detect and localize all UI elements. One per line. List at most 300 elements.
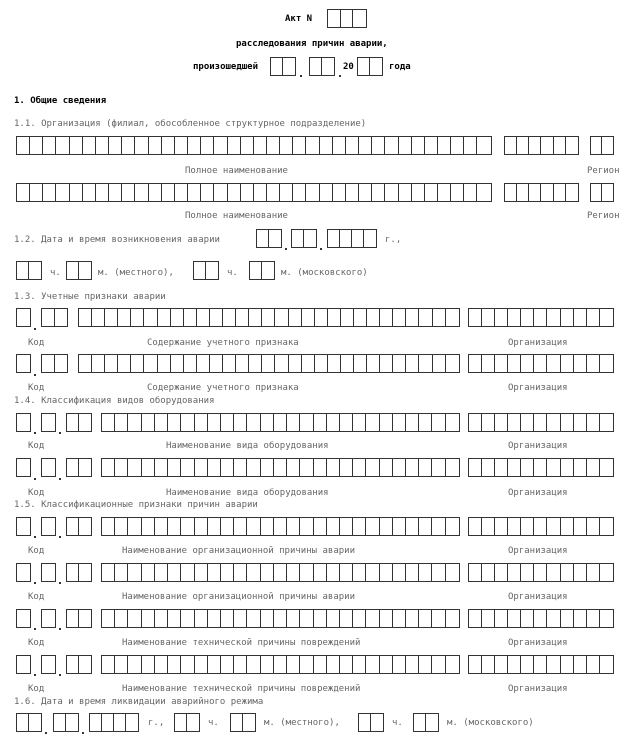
input-cell[interactable] xyxy=(359,137,372,154)
input-cell[interactable] xyxy=(591,137,602,154)
input-cell[interactable] xyxy=(438,184,451,201)
input-cell[interactable] xyxy=(234,564,247,581)
input-cell[interactable] xyxy=(17,309,30,326)
input-cell[interactable] xyxy=(223,309,236,326)
input-cell[interactable] xyxy=(67,564,79,581)
input-cell[interactable] xyxy=(115,518,128,535)
input-cell[interactable] xyxy=(214,137,227,154)
input-cell[interactable] xyxy=(67,414,79,431)
input-cell[interactable] xyxy=(208,459,221,476)
input-cell[interactable] xyxy=(184,309,197,326)
input-cell[interactable] xyxy=(419,414,432,431)
input-cell[interactable] xyxy=(115,610,128,627)
input-cell[interactable] xyxy=(495,564,508,581)
input-cell[interactable] xyxy=(574,414,587,431)
input-cell[interactable] xyxy=(495,459,508,476)
input-cell[interactable] xyxy=(495,309,508,326)
input-cell[interactable] xyxy=(29,262,41,279)
input-cell[interactable] xyxy=(90,714,102,731)
input-cell[interactable] xyxy=(210,309,223,326)
input-cell[interactable] xyxy=(600,414,613,431)
input-cell[interactable] xyxy=(17,137,30,154)
input-cell[interactable] xyxy=(406,564,419,581)
equip-code-a-2[interactable] xyxy=(16,458,31,477)
input-cell[interactable] xyxy=(287,564,300,581)
cause-name-field-2[interactable] xyxy=(101,563,460,582)
input-cell[interactable] xyxy=(274,610,287,627)
cause-org-field-2[interactable] xyxy=(468,563,614,582)
input-cell[interactable] xyxy=(393,459,406,476)
input-cell[interactable] xyxy=(433,355,446,372)
input-cell[interactable] xyxy=(247,564,260,581)
input-cell[interactable] xyxy=(446,656,459,673)
input-cell[interactable] xyxy=(102,564,115,581)
input-cell[interactable] xyxy=(67,656,79,673)
account-content-field-2[interactable] xyxy=(78,354,460,373)
input-cell[interactable] xyxy=(561,564,574,581)
input-cell[interactable] xyxy=(482,414,495,431)
input-cell[interactable] xyxy=(79,459,91,476)
input-cell[interactable] xyxy=(508,355,521,372)
input-cell[interactable] xyxy=(267,184,280,201)
input-cell[interactable] xyxy=(300,610,313,627)
input-cell[interactable] xyxy=(393,355,406,372)
input-cell[interactable] xyxy=(175,714,187,731)
input-cell[interactable] xyxy=(115,564,128,581)
input-cell[interactable] xyxy=(128,459,141,476)
input-cell[interactable] xyxy=(208,610,221,627)
input-cell[interactable] xyxy=(521,518,534,535)
org-full-name-field-2[interactable] xyxy=(16,183,492,202)
input-cell[interactable] xyxy=(600,355,613,372)
input-cell[interactable] xyxy=(17,355,30,372)
equip-org-field-2[interactable] xyxy=(468,458,614,477)
input-cell[interactable] xyxy=(412,137,425,154)
input-cell[interactable] xyxy=(210,355,223,372)
input-cell[interactable] xyxy=(29,714,41,731)
cause-code-b-2[interactable] xyxy=(41,563,56,582)
cause-code-b-1[interactable] xyxy=(41,517,56,536)
input-cell[interactable] xyxy=(70,137,83,154)
input-cell[interactable] xyxy=(547,414,560,431)
input-cell[interactable] xyxy=(393,518,406,535)
input-cell[interactable] xyxy=(208,656,221,673)
input-cell[interactable] xyxy=(406,656,419,673)
input-cell[interactable] xyxy=(55,309,68,326)
input-cell[interactable] xyxy=(419,518,432,535)
input-cell[interactable] xyxy=(262,309,275,326)
input-cell[interactable] xyxy=(477,184,490,201)
input-cell[interactable] xyxy=(587,309,600,326)
input-cell[interactable] xyxy=(508,610,521,627)
input-cell[interactable] xyxy=(464,184,477,201)
input-cell[interactable] xyxy=(175,184,188,201)
input-cell[interactable] xyxy=(446,459,459,476)
input-cell[interactable] xyxy=(17,518,30,535)
input-cell[interactable] xyxy=(283,58,295,75)
input-cell[interactable] xyxy=(340,610,353,627)
input-cell[interactable] xyxy=(56,137,69,154)
end-hour-moscow-field[interactable] xyxy=(358,713,384,732)
input-cell[interactable] xyxy=(228,137,241,154)
input-cell[interactable] xyxy=(115,459,128,476)
input-cell[interactable] xyxy=(102,656,115,673)
input-cell[interactable] xyxy=(287,656,300,673)
input-cell[interactable] xyxy=(249,309,262,326)
input-cell[interactable] xyxy=(327,656,340,673)
input-cell[interactable] xyxy=(380,355,393,372)
input-cell[interactable] xyxy=(469,564,482,581)
input-cell[interactable] xyxy=(262,262,274,279)
input-cell[interactable] xyxy=(322,58,334,75)
input-cell[interactable] xyxy=(114,714,126,731)
input-cell[interactable] xyxy=(600,459,613,476)
input-cell[interactable] xyxy=(446,309,459,326)
input-cell[interactable] xyxy=(142,459,155,476)
input-cell[interactable] xyxy=(142,414,155,431)
input-cell[interactable] xyxy=(247,459,260,476)
cause-code-a-1[interactable] xyxy=(16,517,31,536)
account-org-field-2[interactable] xyxy=(468,354,614,373)
input-cell[interactable] xyxy=(328,10,341,27)
cause-code-c-2[interactable] xyxy=(66,563,92,582)
input-cell[interactable] xyxy=(574,518,587,535)
input-cell[interactable] xyxy=(432,656,445,673)
input-cell[interactable] xyxy=(247,414,260,431)
input-cell[interactable] xyxy=(30,137,43,154)
input-cell[interactable] xyxy=(521,309,534,326)
input-cell[interactable] xyxy=(261,414,274,431)
cause-code-c-3[interactable] xyxy=(66,609,92,628)
input-cell[interactable] xyxy=(353,10,366,27)
input-cell[interactable] xyxy=(206,262,218,279)
input-cell[interactable] xyxy=(122,184,135,201)
input-cell[interactable] xyxy=(446,518,459,535)
input-cell[interactable] xyxy=(320,184,333,201)
input-cell[interactable] xyxy=(197,309,210,326)
input-cell[interactable] xyxy=(547,610,560,627)
input-cell[interactable] xyxy=(289,309,302,326)
input-cell[interactable] xyxy=(92,309,105,326)
equip-org-field-1[interactable] xyxy=(468,413,614,432)
input-cell[interactable] xyxy=(587,459,600,476)
input-cell[interactable] xyxy=(315,355,328,372)
equip-code-c-2[interactable] xyxy=(66,458,92,477)
input-cell[interactable] xyxy=(30,184,43,201)
input-cell[interactable] xyxy=(600,309,613,326)
input-cell[interactable] xyxy=(102,714,114,731)
input-cell[interactable] xyxy=(320,137,333,154)
input-cell[interactable] xyxy=(521,459,534,476)
input-cell[interactable] xyxy=(380,564,393,581)
input-cell[interactable] xyxy=(314,459,327,476)
region-field-2[interactable] xyxy=(590,183,614,202)
input-cell[interactable] xyxy=(231,714,243,731)
input-cell[interactable] xyxy=(17,564,30,581)
input-cell[interactable] xyxy=(96,137,109,154)
input-cell[interactable] xyxy=(534,459,547,476)
input-cell[interactable] xyxy=(541,137,553,154)
input-cell[interactable] xyxy=(554,137,566,154)
input-cell[interactable] xyxy=(547,459,560,476)
input-cell[interactable] xyxy=(482,518,495,535)
input-cell[interactable] xyxy=(67,610,79,627)
input-cell[interactable] xyxy=(292,230,304,247)
end-hour-local-field[interactable] xyxy=(174,713,200,732)
input-cell[interactable] xyxy=(600,564,613,581)
cause-name-field-3[interactable] xyxy=(101,609,460,628)
input-cell[interactable] xyxy=(425,137,438,154)
account-code-a-1[interactable] xyxy=(16,308,31,327)
input-cell[interactable] xyxy=(566,184,578,201)
input-cell[interactable] xyxy=(168,518,181,535)
input-cell[interactable] xyxy=(221,414,234,431)
start-hour-moscow-field[interactable] xyxy=(193,261,219,280)
input-cell[interactable] xyxy=(482,309,495,326)
input-cell[interactable] xyxy=(393,610,406,627)
input-cell[interactable] xyxy=(79,610,91,627)
input-cell[interactable] xyxy=(406,414,419,431)
input-cell[interactable] xyxy=(508,518,521,535)
input-cell[interactable] xyxy=(155,518,168,535)
input-cell[interactable] xyxy=(181,459,194,476)
input-cell[interactable] xyxy=(547,355,560,372)
input-cell[interactable] xyxy=(195,414,208,431)
input-cell[interactable] xyxy=(482,656,495,673)
input-cell[interactable] xyxy=(79,414,91,431)
input-cell[interactable] xyxy=(508,656,521,673)
input-cell[interactable] xyxy=(482,355,495,372)
input-cell[interactable] xyxy=(79,518,91,535)
input-cell[interactable] xyxy=(354,309,367,326)
input-cell[interactable] xyxy=(158,309,171,326)
input-cell[interactable] xyxy=(221,564,234,581)
input-cell[interactable] xyxy=(115,656,128,673)
input-cell[interactable] xyxy=(438,137,451,154)
input-cell[interactable] xyxy=(340,414,353,431)
input-cell[interactable] xyxy=(393,656,406,673)
input-cell[interactable] xyxy=(249,355,262,372)
input-cell[interactable] xyxy=(495,656,508,673)
input-cell[interactable] xyxy=(419,564,432,581)
input-cell[interactable] xyxy=(495,518,508,535)
input-cell[interactable] xyxy=(171,309,184,326)
equip-code-b-2[interactable] xyxy=(41,458,56,477)
input-cell[interactable] xyxy=(43,137,56,154)
input-cell[interactable] xyxy=(346,137,359,154)
input-cell[interactable] xyxy=(188,184,201,201)
input-cell[interactable] xyxy=(419,459,432,476)
input-cell[interactable] xyxy=(508,459,521,476)
input-cell[interactable] xyxy=(353,610,366,627)
input-cell[interactable] xyxy=(257,230,269,247)
input-cell[interactable] xyxy=(234,656,247,673)
cause-code-a-4[interactable] xyxy=(16,655,31,674)
input-cell[interactable] xyxy=(359,714,371,731)
input-cell[interactable] xyxy=(168,459,181,476)
input-cell[interactable] xyxy=(261,518,274,535)
end-day-field[interactable] xyxy=(16,713,42,732)
input-cell[interactable] xyxy=(118,309,131,326)
input-cell[interactable] xyxy=(201,137,214,154)
input-cell[interactable] xyxy=(534,355,547,372)
input-cell[interactable] xyxy=(521,355,534,372)
input-cell[interactable] xyxy=(327,414,340,431)
input-cell[interactable] xyxy=(432,564,445,581)
input-cell[interactable] xyxy=(366,656,379,673)
input-cell[interactable] xyxy=(328,230,340,247)
input-cell[interactable] xyxy=(67,262,79,279)
input-cell[interactable] xyxy=(359,184,372,201)
input-cell[interactable] xyxy=(469,656,482,673)
input-cell[interactable] xyxy=(366,610,379,627)
input-cell[interactable] xyxy=(534,518,547,535)
input-cell[interactable] xyxy=(469,518,482,535)
input-cell[interactable] xyxy=(547,518,560,535)
input-cell[interactable] xyxy=(171,355,184,372)
input-cell[interactable] xyxy=(314,414,327,431)
input-cell[interactable] xyxy=(168,610,181,627)
org-full-name-field-1[interactable] xyxy=(16,136,492,155)
input-cell[interactable] xyxy=(304,230,316,247)
input-cell[interactable] xyxy=(425,184,438,201)
input-cell[interactable] xyxy=(426,714,438,731)
equip-code-c-1[interactable] xyxy=(66,413,92,432)
input-cell[interactable] xyxy=(561,610,574,627)
cause-code-c-4[interactable] xyxy=(66,655,92,674)
input-cell[interactable] xyxy=(43,184,56,201)
input-cell[interactable] xyxy=(508,564,521,581)
input-cell[interactable] xyxy=(534,414,547,431)
input-cell[interactable] xyxy=(600,610,613,627)
input-cell[interactable] xyxy=(353,656,366,673)
input-cell[interactable] xyxy=(367,309,380,326)
input-cell[interactable] xyxy=(370,58,382,75)
act-number-field[interactable] xyxy=(327,9,367,28)
end-year-field[interactable] xyxy=(89,713,139,732)
input-cell[interactable] xyxy=(541,184,553,201)
input-cell[interactable] xyxy=(419,656,432,673)
input-cell[interactable] xyxy=(521,656,534,673)
input-cell[interactable] xyxy=(508,414,521,431)
input-cell[interactable] xyxy=(393,309,406,326)
input-cell[interactable] xyxy=(122,137,135,154)
input-cell[interactable] xyxy=(517,137,529,154)
input-cell[interactable] xyxy=(602,137,613,154)
input-cell[interactable] xyxy=(366,564,379,581)
input-cell[interactable] xyxy=(561,656,574,673)
input-cell[interactable] xyxy=(432,414,445,431)
input-cell[interactable] xyxy=(366,518,379,535)
input-cell[interactable] xyxy=(340,230,352,247)
input-cell[interactable] xyxy=(380,309,393,326)
input-cell[interactable] xyxy=(521,610,534,627)
input-cell[interactable] xyxy=(372,184,385,201)
start-minute-moscow-field[interactable] xyxy=(249,261,275,280)
input-cell[interactable] xyxy=(469,309,482,326)
input-cell[interactable] xyxy=(446,414,459,431)
input-cell[interactable] xyxy=(380,414,393,431)
input-cell[interactable] xyxy=(42,610,55,627)
input-cell[interactable] xyxy=(221,518,234,535)
input-cell[interactable] xyxy=(534,309,547,326)
input-cell[interactable] xyxy=(221,459,234,476)
input-cell[interactable] xyxy=(42,309,55,326)
input-cell[interactable] xyxy=(432,610,445,627)
input-cell[interactable] xyxy=(380,610,393,627)
input-cell[interactable] xyxy=(482,459,495,476)
input-cell[interactable] xyxy=(534,564,547,581)
input-cell[interactable] xyxy=(247,518,260,535)
input-cell[interactable] xyxy=(385,184,398,201)
input-cell[interactable] xyxy=(181,656,194,673)
input-cell[interactable] xyxy=(561,309,574,326)
input-cell[interactable] xyxy=(42,518,55,535)
input-cell[interactable] xyxy=(96,184,109,201)
input-cell[interactable] xyxy=(508,309,521,326)
input-cell[interactable] xyxy=(234,414,247,431)
input-cell[interactable] xyxy=(195,459,208,476)
input-cell[interactable] xyxy=(195,610,208,627)
input-cell[interactable] xyxy=(432,459,445,476)
account-content-field-1[interactable] xyxy=(78,308,460,327)
input-cell[interactable] xyxy=(314,518,327,535)
input-cell[interactable] xyxy=(115,414,128,431)
input-cell[interactable] xyxy=(280,184,293,201)
input-cell[interactable] xyxy=(385,137,398,154)
input-cell[interactable] xyxy=(228,184,241,201)
input-cell[interactable] xyxy=(432,518,445,535)
input-cell[interactable] xyxy=(102,518,115,535)
equip-name-field-2[interactable] xyxy=(101,458,460,477)
input-cell[interactable] xyxy=(261,459,274,476)
input-cell[interactable] xyxy=(195,518,208,535)
input-cell[interactable] xyxy=(197,355,210,372)
input-cell[interactable] xyxy=(274,656,287,673)
input-cell[interactable] xyxy=(587,656,600,673)
input-cell[interactable] xyxy=(327,564,340,581)
input-cell[interactable] xyxy=(451,137,464,154)
input-cell[interactable] xyxy=(446,610,459,627)
input-cell[interactable] xyxy=(175,137,188,154)
input-cell[interactable] xyxy=(102,610,115,627)
input-cell[interactable] xyxy=(366,414,379,431)
input-cell[interactable] xyxy=(469,610,482,627)
input-cell[interactable] xyxy=(287,414,300,431)
input-cell[interactable] xyxy=(275,309,288,326)
input-cell[interactable] xyxy=(574,656,587,673)
input-cell[interactable] xyxy=(293,137,306,154)
input-cell[interactable] xyxy=(17,262,29,279)
org-extra-field-2[interactable] xyxy=(504,183,579,202)
input-cell[interactable] xyxy=(142,564,155,581)
end-minute-local-field[interactable] xyxy=(230,713,256,732)
input-cell[interactable] xyxy=(315,309,328,326)
input-cell[interactable] xyxy=(482,564,495,581)
input-cell[interactable] xyxy=(306,184,319,201)
input-cell[interactable] xyxy=(289,355,302,372)
input-cell[interactable] xyxy=(534,656,547,673)
input-cell[interactable] xyxy=(566,137,578,154)
input-cell[interactable] xyxy=(274,564,287,581)
input-cell[interactable] xyxy=(261,610,274,627)
input-cell[interactable] xyxy=(262,355,275,372)
input-cell[interactable] xyxy=(353,459,366,476)
input-cell[interactable] xyxy=(600,518,613,535)
input-cell[interactable] xyxy=(352,230,364,247)
start-day-field[interactable] xyxy=(256,229,282,248)
input-cell[interactable] xyxy=(406,355,419,372)
